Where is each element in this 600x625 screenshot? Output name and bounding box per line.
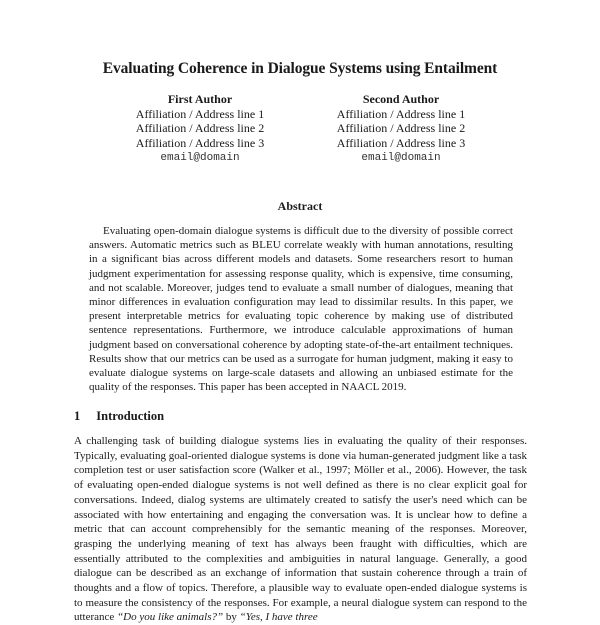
author-name: Second Author: [362, 92, 440, 106]
author-block-second: [301, 92, 501, 166]
intro-paragraph: [74, 434, 527, 625]
abstract-heading: Abstract: [277, 199, 323, 213]
affiliation-line: Affiliation / Address line 3: [135, 136, 265, 151]
quote-utterance: “Do you like animals?”: [117, 611, 224, 624]
section-heading: [74, 409, 164, 424]
intro-connector: by: [223, 611, 240, 624]
affiliation-line: Affiliation / Address line 2: [135, 121, 265, 136]
quote-response: “Yes, I have three: [239, 611, 318, 624]
author-name: First Author: [167, 92, 233, 106]
affiliation-line: Affiliation / Address line 3: [336, 136, 466, 151]
affiliation-line: Affiliation / Address line 2: [336, 121, 466, 136]
author-email: email@domain: [160, 151, 240, 164]
section-title: Introduction: [96, 409, 165, 423]
author-block-first: [100, 92, 300, 166]
paper-title: Evaluating Coherence in Dialogue Systems using Entailment: [102, 60, 498, 77]
affiliation-line: Affiliation / Address line 1: [336, 106, 466, 121]
section-number: 1: [74, 409, 81, 423]
abstract-text: Evaluating open-domain dialogue systems is difficult due to the diversity of possible correct answers. Automatic metrics such as BLEU correlate weakly with human annotations, resulting in a significant bias across different models and datasets. Some researchers resort to human judgment experimentation for assessing response quality, which is expensive, time consuming, and not scalable. Moreover, judges tend to evaluate a small number of dialogues, meaning that minor differences in evaluation configuration may lead to dissimilar results. In this paper, we present interpretable metrics for evaluating topic coherence by making use of distributed sentence representations. Furthermore, we introduce calculable approximations of human judgment based on conversational coherence by adopting state-of-the-art entailment techniques. Results show that our metrics can be used as a surrogate for human judgment, making it easy to evaluate dialogue systems on large-scale datasets and allowing an unbiased estimate for the quality of the responses. This paper has been accepted in NAACL 2019.: [89, 225, 513, 394]
intro-text: A challenging task of building dialogue systems lies in evaluating the quality of their responses. Typically, evaluating goal-oriented dialogue systems is done via human-generated judgment like a task completion test or user satisfaction score (Walker et al., 1997; Möller et al., 2006). However, the task of evaluating open-ended dialogue systems is not well defined as there is no clear explicit goal for conversations. Indeed, dialog systems are ultimately created to satisfy the user's need which can be associated with how entertaining and engaging the conversation was. It is unclear how to define a metric that can account comprehensibly for the semantic meaning of the responses. Moreover, grasping the underlying meaning of text has always been fraught with difficulties, which are essentially attributed to the complexities and ambiguities in natural language. Generally, a good dialogue can be described as an exchange of information that sustain coherence through a train of thoughts and a flow of topics. Therefore, a plausible way to evaluate open-ended dialogue systems is to measure the consistency of the responses. For example, a neural dialogue system can respond to the utterance: [74, 435, 527, 624]
affiliation-line: Affiliation / Address line 1: [135, 106, 265, 121]
author-email: email@domain: [361, 151, 441, 164]
